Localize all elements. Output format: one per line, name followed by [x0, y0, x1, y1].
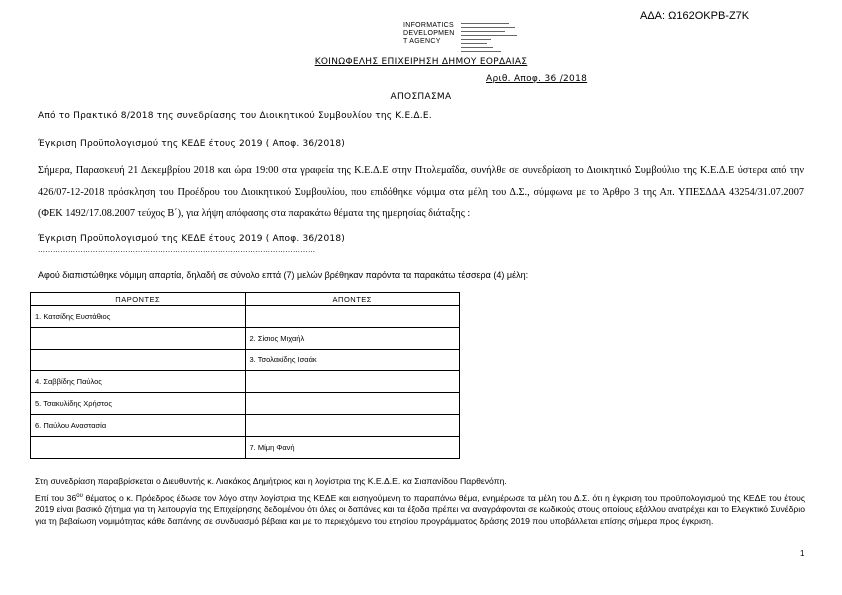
discussion-text: θέματος ο κ. Πρόεδρος έδωσε τον λόγο στην λογίστρια της ΚΕΔΕ και εισηγούμενη το παραπάνω θέμα, ενημέρωσε τα μέλη του Δ.Σ. ότι η έγκριση του προϋπολογισμού της ΚΕΔΕ του έτους 2019 είναι βασικό ζήτημα για τη λειτουργία της Επιχείρησης δεδομένου ότι όλες οι δαπάνες και τα έξοδα πρέπει να αναγράφονται σε κωδικούς στους οποίους εξάλλου ανατρέχει και το Ελεγκτικό Συνέδριο για τη βεβαίωση νομιμότητας κάθε δαπάνης σε συνδυασμό βέβαια και με το περιεχόμενο του ετησίου προγράμματος δράσης 2019 που υποβάλλεται επίσης σήμερα προς έγκριση.: [35, 492, 805, 527]
present-cell: [31, 349, 246, 371]
present-cell: 4. Σαββίδης Παύλος: [31, 371, 246, 393]
intro-paragraph: Σήμερα, Παρασκευή 21 Δεκεμβρίου 2018 και ώρα 19:00 στα γραφεία της Κ.Ε.Δ.Ε στην Πτολεμαΐδα, συνήλθε σε συνεδρίαση το Διοικητικό Συμβούλιο της Κ.Ε.Δ.Ε ύστερα από την 426/07-12-2018 πρόσκληση του Προέδρου του Διοικητικού Συμβουλίου, που επιδόθηκε νόμιμα στα μέλη του Δ.Σ., σύμφωνα με το Άρθρο 3 της Απ. ΥΠΕΣΔΔΑ 43254/31.07.2007 (ΦΕΚ 1492/17.08.2007 τεύχος Β΄), για λήψη απόφασης στα παρακάτω θέματα της ημερησίας διάταξης :: [38, 165, 804, 219]
table-row: [31, 371, 460, 393]
extract-title: ΑΠΟΣΠΑΣΜΑ: [390, 92, 452, 102]
present-header: ΠΑΡΟΝΤΕΣ: [31, 293, 246, 306]
organization-title: ΚΟΙΝΩΦΕΛΗΣ ΕΠΙΧΕΙΡΗΣΗ ΔΗΜΟΥ ΕΟΡΔΑΙΑΣ: [314, 57, 528, 67]
table-row: [31, 327, 460, 349]
present-cell: 6. Παύλου Αναστασία: [31, 414, 246, 436]
present-cell: [31, 327, 246, 349]
table-row: [31, 393, 460, 415]
absent-cell: [245, 306, 460, 328]
discussion-paragraph: [35, 491, 805, 528]
ordinal-suffix: ου: [76, 492, 83, 499]
decision-number: Αριθ. Αποφ. 36 /2018: [486, 74, 588, 84]
quorum-text: Αφού διαπιστώθηκε νόμιμη απαρτία, δηλαδή σε σύνολο επτά (7) μελών βρέθηκαν παρόντα τα παρακάτω τέσσερα (4) μέλη:: [38, 270, 529, 280]
table-row: [31, 306, 460, 328]
absent-cell: 7. Μίμη Φανή: [245, 436, 460, 458]
closing-section: [35, 476, 805, 531]
stamp-line-3: T AGENCY: [403, 38, 441, 45]
absent-cell: 2. Σίσιος Μιχαήλ: [245, 327, 460, 349]
page-number: 1: [800, 549, 805, 558]
present-cell: 1. Κατσίδης Ευστάθιος: [31, 306, 246, 328]
table-row: [31, 349, 460, 371]
minutes-heading: Από το Πρακτικό 8/2018 της συνεδρίασης του Διοικητικού Συμβουλίου της Κ.Ε.Δ.Ε.: [38, 111, 432, 121]
attendees-note: Στη συνεδρίαση παραβρίσκεται ο Διευθυντής κ. Λιακάκος Δημήτριος και η λογίστρια της Κ.Ε.Δ.Ε. κα Σιαπανίδου Παρθενόπη.: [35, 476, 507, 486]
table-row: [31, 414, 460, 436]
absent-header: ΑΠΟΝΤΕΣ: [245, 293, 460, 306]
ada-code: ΑΔΑ: Ω162ΟΚΡΒ-Ζ7Κ: [640, 10, 750, 22]
attendance-table: [30, 292, 460, 459]
informatics-stamp: [403, 22, 455, 46]
digital-signature-block: [461, 23, 521, 55]
absent-cell: 3. Τσολακίδης Ισαάκ: [245, 349, 460, 371]
subject-heading: Έγκριση Προϋπολογισμού της ΚΕΔΕ έτους 2019 ( Αποφ. 36/2018): [38, 139, 345, 149]
dotted-separator: …………………………………………………………………………………………………: [38, 246, 316, 254]
table-row: [31, 436, 460, 458]
subject-repeat: Έγκριση Προϋπολογισμού της ΚΕΔΕ έτους 2019 ( Αποφ. 36/2018): [38, 234, 345, 244]
absent-cell: [245, 393, 460, 415]
present-cell: [31, 436, 246, 458]
absent-cell: [245, 371, 460, 393]
stamp-line-1: INFORMATICS: [403, 22, 455, 29]
absent-cell: [245, 414, 460, 436]
present-cell: 5. Τσακυλίδης Χρήστος: [31, 393, 246, 415]
stamp-line-2: DEVELOPMEN: [403, 30, 455, 37]
discussion-prefix: Επί του 36: [35, 492, 77, 503]
